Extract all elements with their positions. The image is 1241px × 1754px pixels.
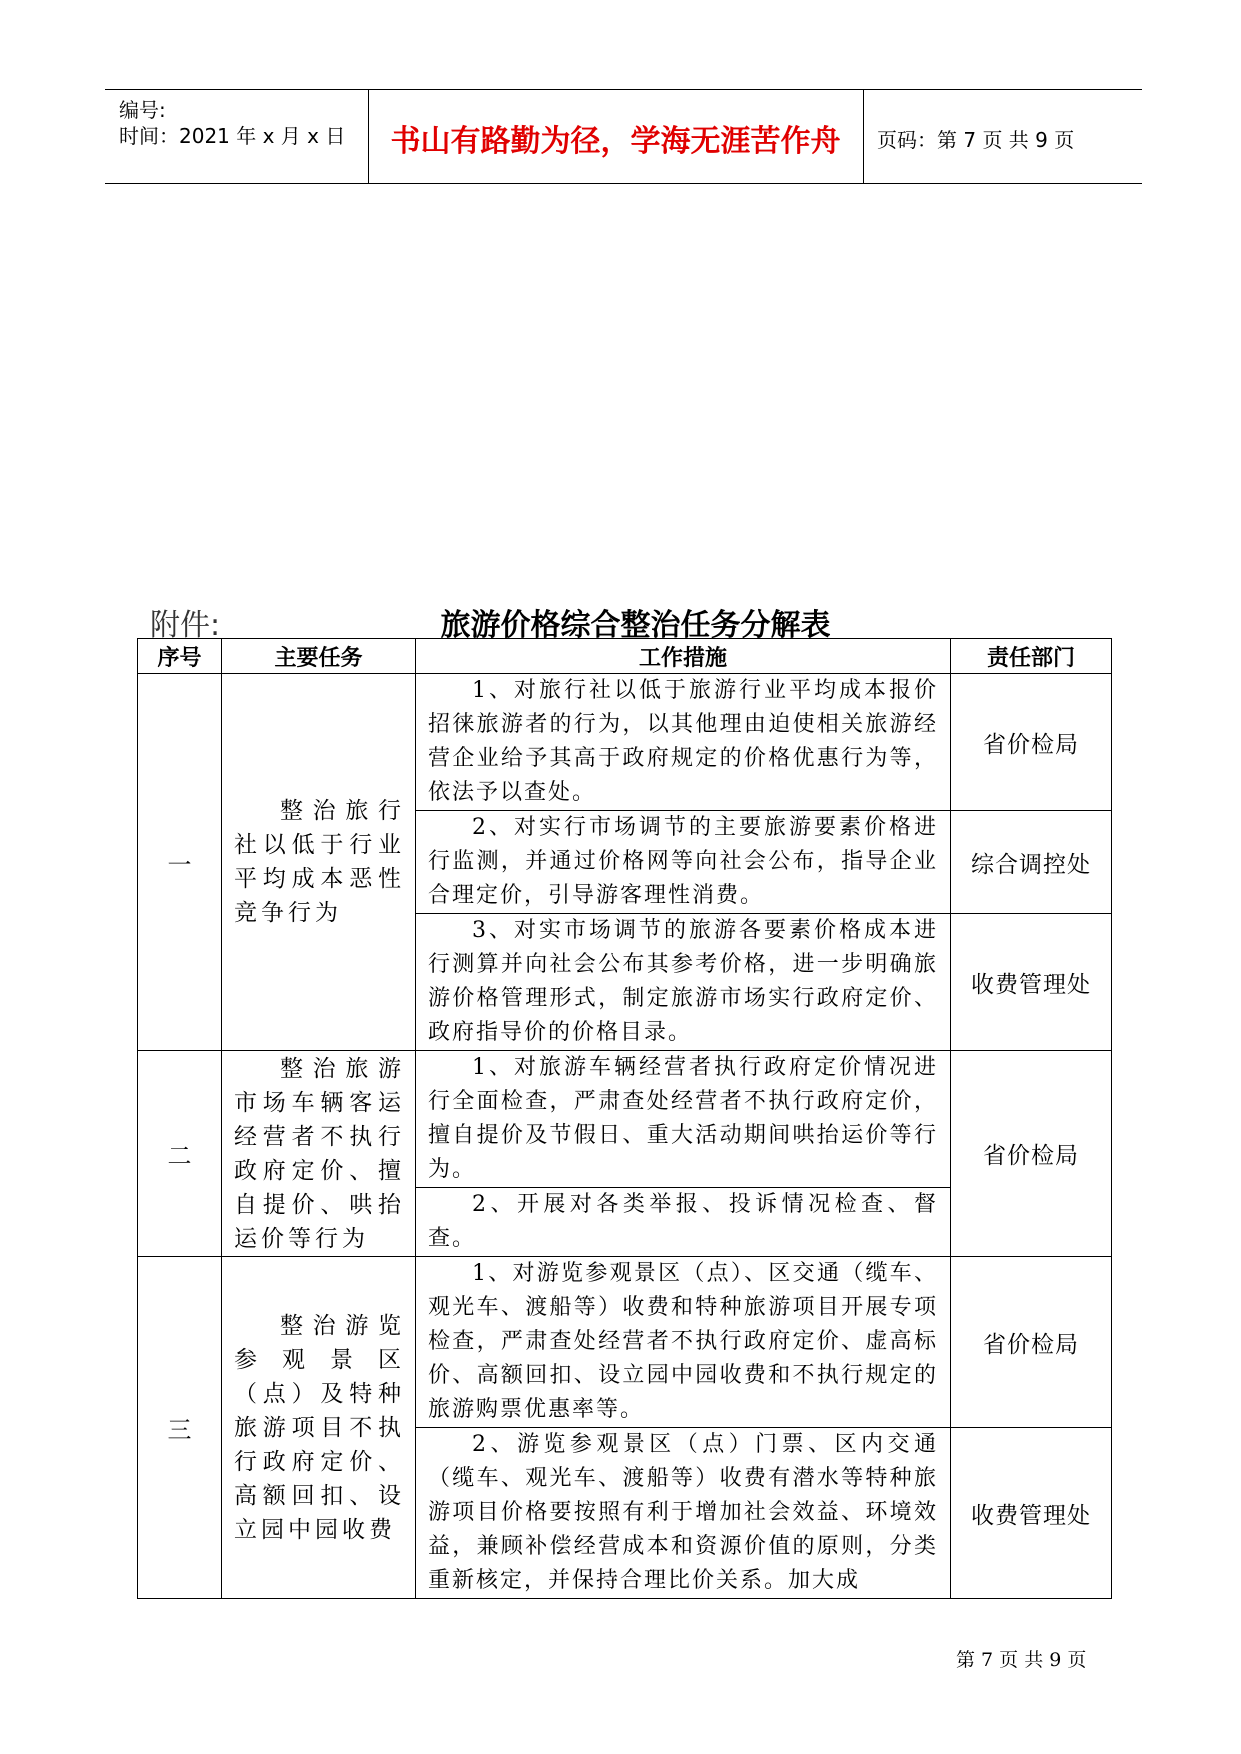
doc-time-label: 时间：2021 年 x 月 x 日 [119, 124, 346, 148]
header-page-label: 页码：第 7 页 共 9 页 [877, 128, 1075, 152]
task-cell: 整治游览参观景区（点）及特种旅游项目不执行政府定价、高额回扣、设立园中园收费 [222, 1257, 416, 1599]
measure-cell: 1、对游览参观景区（点）、区交通（缆车、观光车、渡船等）收费和特种旅游项目开展专项检查，严肃查处经营者不执行政府定价、虚高标价、高额回扣、设立园中园收费和不执行规定的旅游购票优惠率等。 [416, 1257, 951, 1428]
dept-cell: 收费管理处 [951, 914, 1112, 1051]
table-row [138, 1257, 1112, 1428]
dept-cell: 省价检局 [951, 674, 1112, 811]
header-dept: 责任部门 [951, 639, 1112, 674]
seq-cell: 一 [138, 674, 222, 1051]
task-cell: 整治旅游市场车辆客运经营者不执行政府定价、擅自提价、哄抬运价等行为 [222, 1051, 416, 1257]
measure-cell: 2、游览参观景区（点）门票、区内交通（缆车、观光车、渡船等）收费有潜水等特种旅游项目价格要按照有利于增加社会效益、环境效益，兼顾补偿经营成本和资源价值的原则，分类重新核定，并保持合理比价关系。加大成 [416, 1428, 951, 1599]
header-meta-cell [105, 90, 369, 183]
measure-cell: 1、对旅行社以低于旅游行业平均成本报价招徕旅游者的行为，以其他理由迫使相关旅游经营企业给予其高于政府规定的价格优惠行为等，依法予以查处。 [416, 674, 951, 811]
header-seq: 序号 [138, 639, 222, 674]
attachment-label: 附件: [150, 608, 221, 643]
table-row [138, 674, 1112, 811]
measure-cell: 3、对实市场调节的旅游各要素价格成本进行测算并向社会公布其参考价格，进一步明确旅游价格管理形式，制定旅游市场实行政府定价、政府指导价的价格目录。 [416, 914, 951, 1051]
table-header-row [138, 639, 1112, 674]
seq-cell: 二 [138, 1051, 222, 1257]
header-task: 主要任务 [222, 639, 416, 674]
measure-cell: 2、开展对各类举报、投诉情况检查、督查。 [416, 1188, 951, 1257]
dept-cell: 收费管理处 [951, 1428, 1112, 1599]
measure-cell: 2、对实行市场调节的主要旅游要素价格进行监测，并通过价格网等向社会公布，指导企业合理定价，引导游客理性消费。 [416, 811, 951, 914]
document-title: 旅游价格综合整治任务分解表 [440, 608, 831, 643]
header-page-cell [865, 90, 1142, 183]
page-header [105, 89, 1142, 184]
measure-cell: 1、对旅游车辆经营者执行政府定价情况进行全面检查，严肃查处经营者不执行政府定价，擅自提价及节假日、重大活动期间哄抬运价等行为。 [416, 1051, 951, 1188]
header-measure: 工作措施 [416, 639, 951, 674]
dept-cell: 省价检局 [951, 1051, 1112, 1257]
dept-cell: 综合调控处 [951, 811, 1112, 914]
header-motto-cell [368, 90, 864, 183]
page-footer: 第 7 页 共 9 页 [956, 1649, 1087, 1671]
seq-cell: 三 [138, 1257, 222, 1599]
dept-cell: 省价检局 [951, 1257, 1112, 1428]
doc-number-label: 编号: [119, 98, 166, 122]
task-cell: 整治旅行社以低于行业平均成本恶性竞争行为 [222, 674, 416, 1051]
task-breakdown-table [137, 638, 1112, 1599]
motto-text: 书山有路勤为径，学海无涯苦作舟 [390, 124, 841, 159]
table-row [138, 1051, 1112, 1188]
